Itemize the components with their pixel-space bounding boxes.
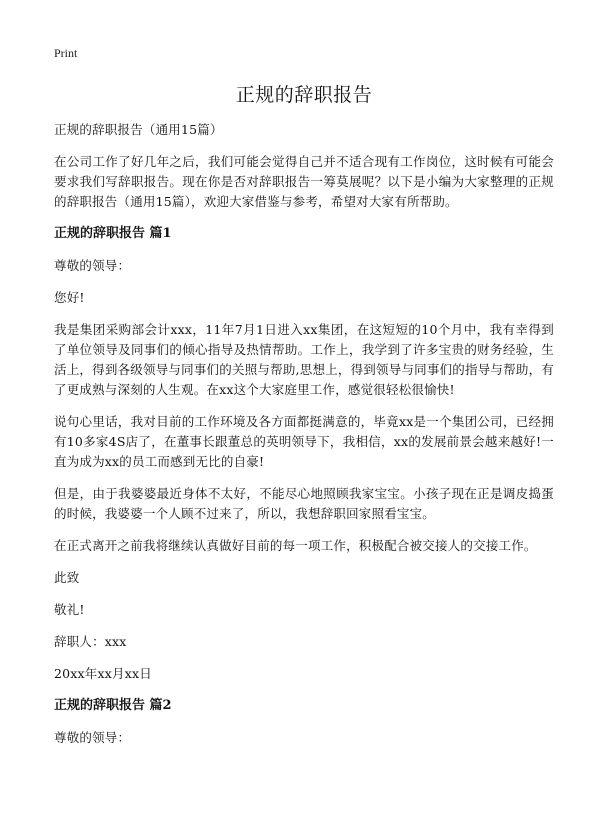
signature: 辞职人：xxx bbox=[54, 634, 127, 649]
salutation-2: 尊敬的领导： bbox=[54, 730, 131, 745]
body-paragraph-2: 说句心里话，我对目前的工作环境及各方面都挺满意的，毕竟xx是一个集团公司，已经拥有10多家4S店了，在董事长跟董总的英明领导下，我相信，xx的发展前景会越来越好!一直为成为xx的员工而感到无比的自豪! bbox=[54, 414, 554, 469]
document-subtitle: 正规的辞职报告（通用15篇） bbox=[54, 122, 223, 137]
date: 20xx年xx月xx日 bbox=[54, 666, 152, 681]
closing-line-2: 敬礼! bbox=[54, 602, 85, 617]
section-heading-1: 正规的辞职报告 篇1 bbox=[54, 226, 172, 241]
print-link[interactable]: Print bbox=[54, 46, 78, 60]
intro-paragraph: 在公司工作了好几年之后，我们可能会觉得自己并不适合现有工作岗位，这时候有可能会要求我们写辞职报告。现在你是否对辞职报告一筹莫展呢？以下是小编为大家整理的正规的辞职报告（通用15篇），欢迎大家借鉴与参考，希望对大家有所帮助。 bbox=[54, 154, 554, 209]
section-heading-2: 正规的辞职报告 篇2 bbox=[54, 698, 172, 713]
document-title: 正规的辞职报告 bbox=[235, 84, 373, 106]
greeting: 您好! bbox=[54, 290, 85, 305]
body-paragraph-1: 我是集团采购部会计xxx，11年7月1日进入xx集团，在这短短的10个月中，我有幸得到了单位领导及同事们的倾心指导及热情帮助。工作上，我学到了许多宝贵的财务经验，生活上，得到各级领导与同事们的关照与帮助,思想上，得到领导与同事们的指导与帮助，有了更成熟与深刻的人生观。在xx这个大家庭里工作，感觉很轻松很愉快! bbox=[54, 322, 554, 397]
body-paragraph-3: 但是，由于我婆婆最近身体不太好，不能尽心地照顾我家宝宝。小孩子现在正是调皮捣蛋的时候，我婆婆一个人顾不过来了，所以，我想辞职回家照看宝宝。 bbox=[54, 486, 554, 521]
salutation: 尊敬的领导： bbox=[54, 258, 131, 273]
document-body bbox=[54, 120, 554, 760]
closing-line-1: 此致 bbox=[54, 570, 80, 585]
body-paragraph-4: 在正式离开之前我将继续认真做好目前的每一项工作，积极配合被交接人的交接工作。 bbox=[54, 538, 537, 553]
